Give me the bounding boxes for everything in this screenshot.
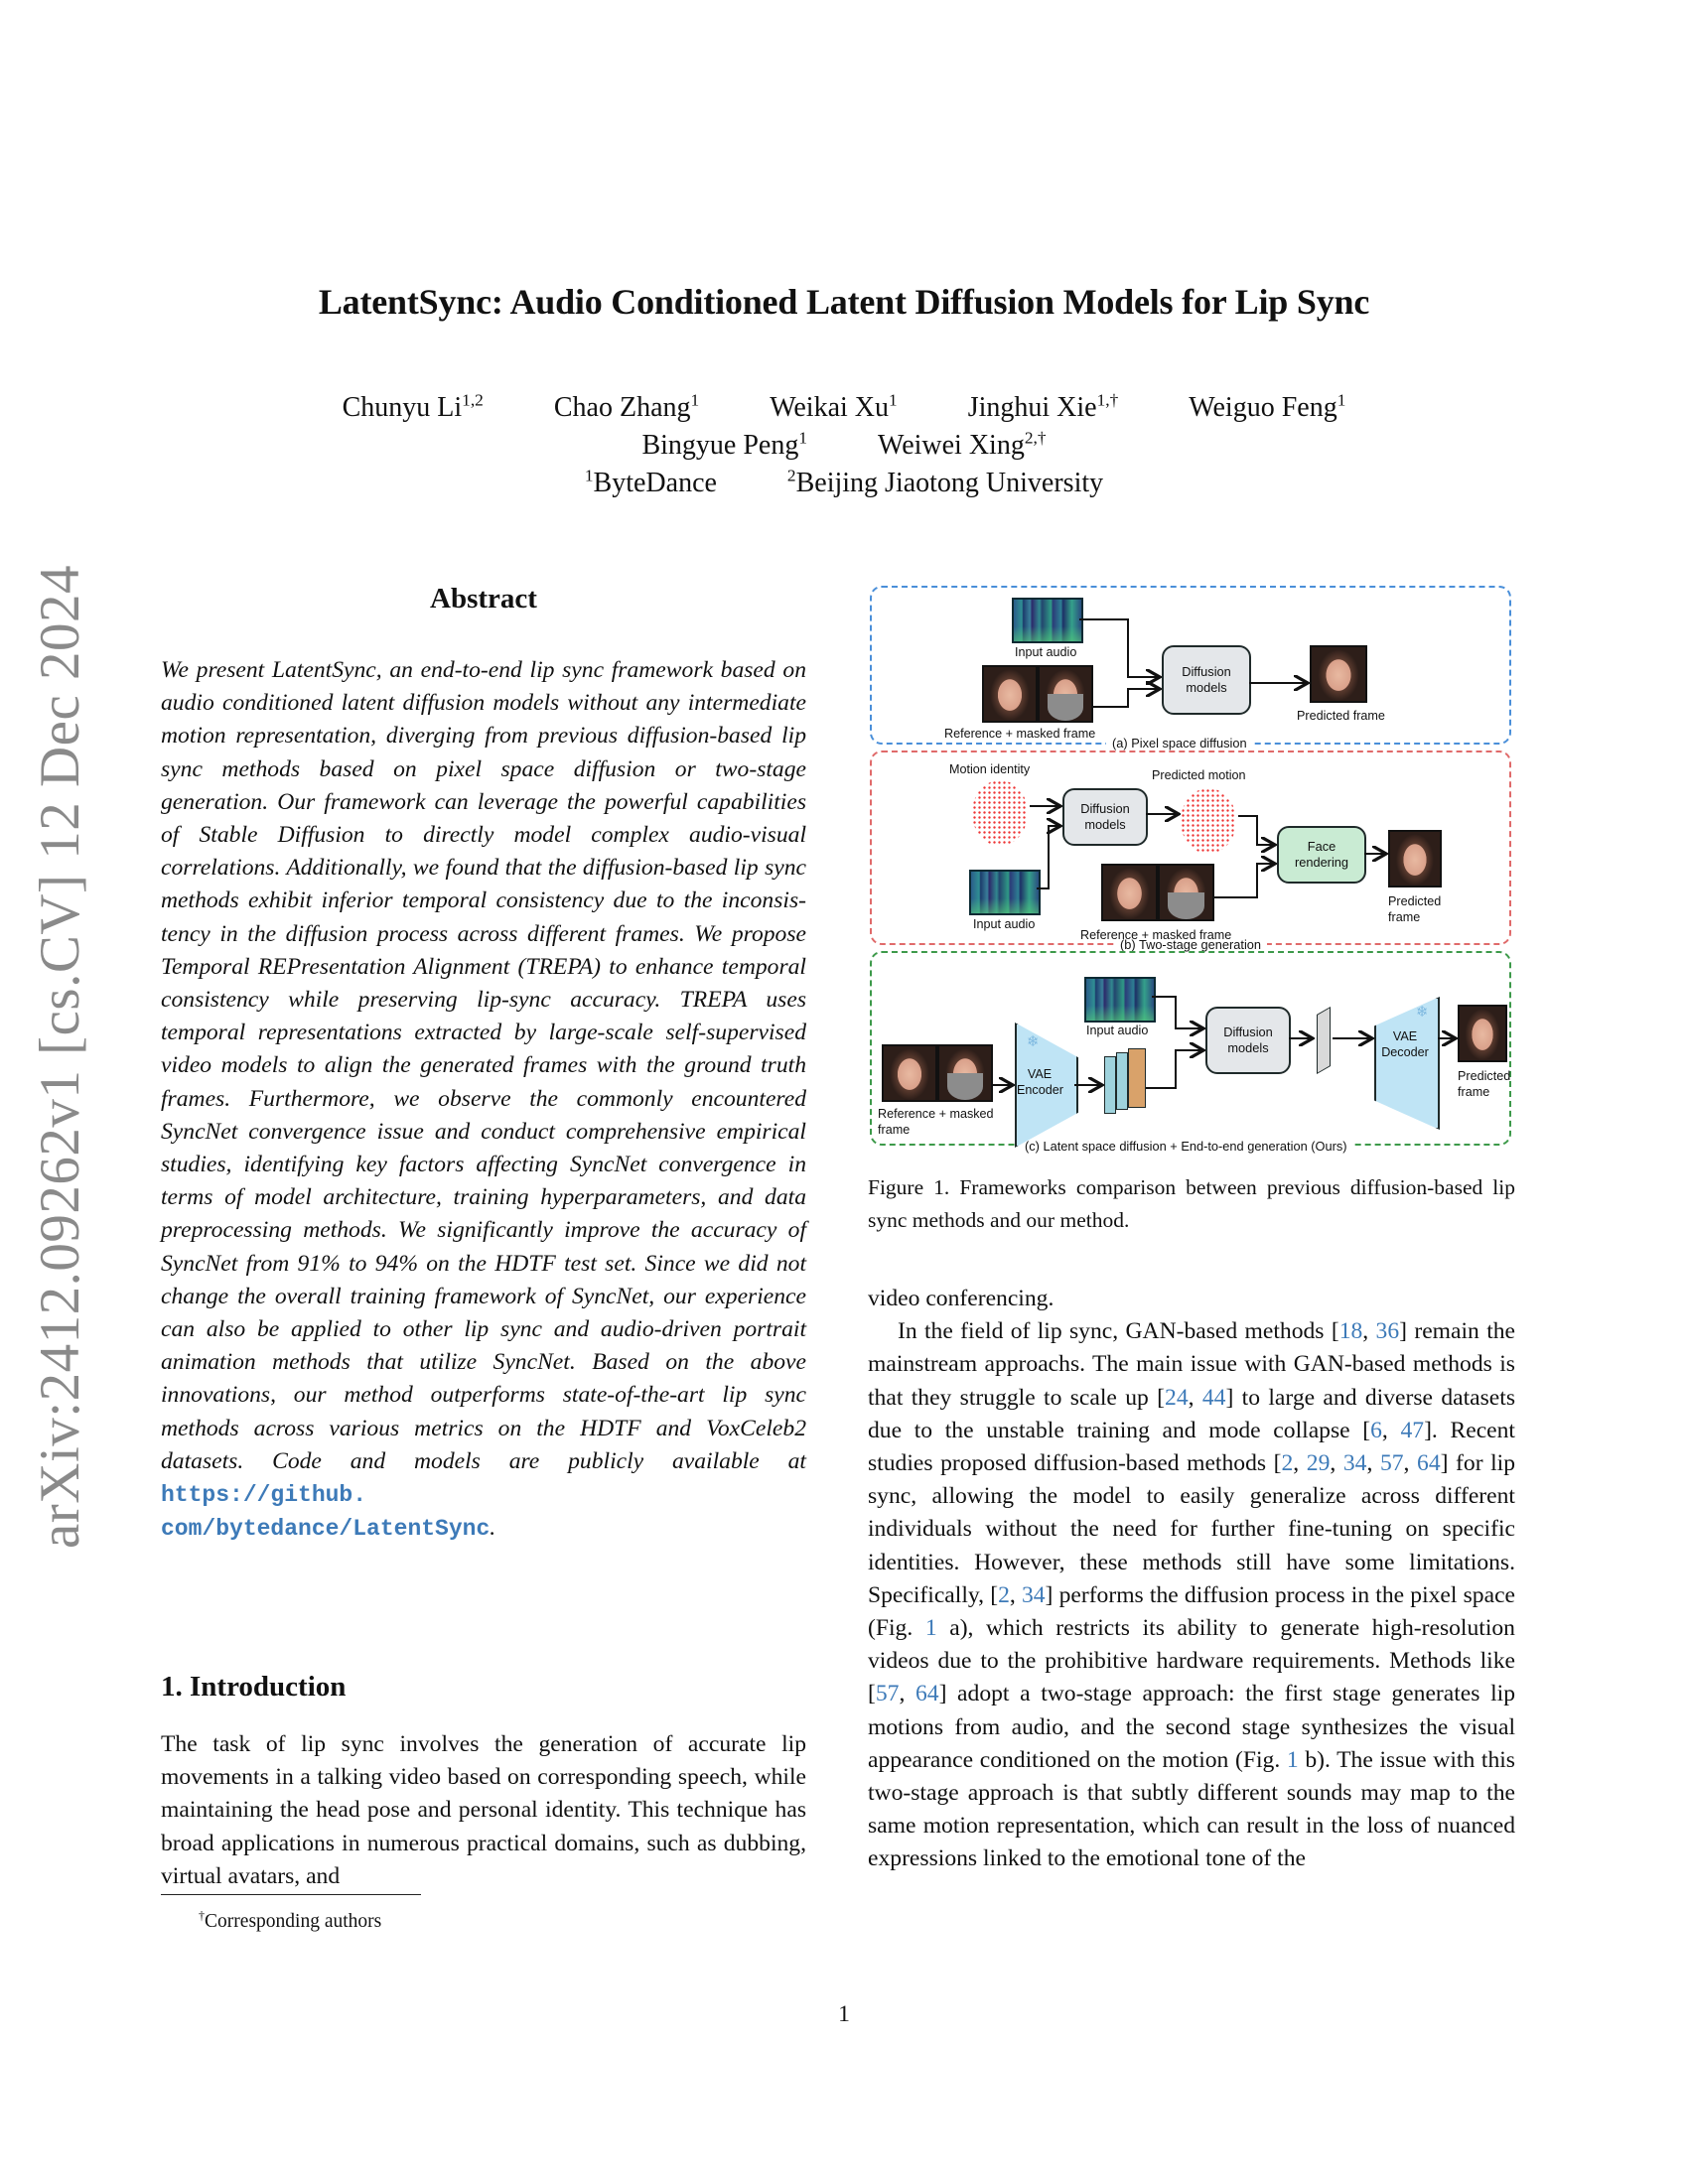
paragraph-text: , <box>1009 1581 1022 1608</box>
paragraph-text: ] performs the diffusion process in the pixel space (Fig. <box>868 1581 1516 1642</box>
paragraph-text: ] adopt a two-stage approach: the first stage generates lip motions from audio, and the second stage synthesizes the visual appearance conditioned on the motion (Fig. <box>868 1681 1515 1773</box>
citation-link[interactable]: 29 <box>1306 1450 1331 1477</box>
author: Weikai Xu$^1$ <box>770 390 898 423</box>
citation-link[interactable]: 34 <box>1021 1581 1046 1608</box>
author-list-row-1 <box>0 392 1688 424</box>
abstract-text: We present LatentSync, an end-to-end lip sync framework based on audio conditioned latent diffusion models without any intermediate motion representation, diverging from previous diffusion-based lip sync methods based on pixel space diffusion or two-stage generation. Our framework can leverage the powerful capabilities of Stable Diffusion to directly model complex audio-visual correlations. Additionally, we found that the diffusion-based lip sync methods exhibit inferior temporal consistency due to the inconsistency in the diffusion process across different frames. We propose Temporal REPresentation Alignment (TREPA) to enhance temporal consistency while preserving lip-sync accuracy. TREPA uses temporal representations extracted by large-scale self-supervised video models to align the generated frames with the ground truth frames. Furthermore, we observe the commonly encountered SyncNet convergence issue and conduct comprehensive empirical studies, identifying key factors affecting SyncNet convergence in terms of model architecture, training hyperparameters, and data preprocessing methods. We significantly improve the accuracy of SyncNet from 91% to 94% on the HDTF test set. Since we did not change the overall training framework of SyncNet, our experience can also be applied to other lip sync and audio-driven portrait animation methods that utilize SyncNet. Based on the above innovations, our method outperforms state-of-the-art lip sync methods across various metrics on the HDTF and VoxCeleb2 datasets. Code and models are publicly available at <box>161 657 806 1474</box>
github-link[interactable]: https://github. com/bytedance/LatentSync <box>161 1482 491 1543</box>
figure-caption: Figure 1. Frameworks comparison between previous diffusion-based lip sync methods and our method. <box>868 1175 1515 1232</box>
citation-link[interactable]: 57 <box>1379 1450 1404 1477</box>
snowflake-frozen-icon: ❄ <box>1027 1033 1040 1050</box>
citation-link[interactable]: 57 <box>875 1681 900 1707</box>
predicted-frame-label: Predicted frame <box>1388 894 1442 924</box>
ref-masked-label: Reference + masked frame <box>944 727 1096 741</box>
author: Weiguo Feng$^1$ <box>1189 390 1346 423</box>
paragraph-text: , <box>1188 1384 1202 1411</box>
citation-link[interactable]: 64 <box>914 1681 939 1707</box>
ref-masked-label: Reference + masked frame <box>878 1107 994 1137</box>
citation-link[interactable]: 36 <box>1375 1318 1400 1345</box>
face-rendering-box: Face rendering <box>1277 826 1366 884</box>
paragraph-text: , <box>1330 1450 1343 1477</box>
paper-title: LatentSync: Audio Conditioned Latent Diffusion Models for Lip Sync <box>318 282 1370 322</box>
input-audio-label: Input audio <box>973 917 1036 931</box>
introduction-body: The task of lip sync involves the generation of accurate lip movements in a talking video based on corresponding speech, while maintaining the head pose and personal identity. This technique has broad applications in numerous practical domains, such as dubbing, virtual avatars, and <box>161 1731 806 1889</box>
motion-identity-label: Motion identity <box>949 762 1031 776</box>
citation-link[interactable]: 44 <box>1201 1384 1226 1411</box>
author: Bingyue Peng$^1$ <box>641 428 808 461</box>
input-audio-label: Input audio <box>1015 645 1077 659</box>
paragraph-text: , <box>1403 1450 1418 1477</box>
paragraph-text: ] remain the mainstream approachs. The main issue with GAN-based methods is that they struggle to scale up [ <box>868 1318 1516 1411</box>
predicted-frame-label: Predicted frame <box>1297 709 1385 723</box>
author: Jinghui Xie$^{1,\dagger}$ <box>967 390 1119 423</box>
vae-decoder-label: VAE Decoder <box>1381 1029 1429 1059</box>
section-heading-introduction: 1. Introduction <box>161 1671 347 1703</box>
citation-link[interactable]: 1 <box>924 1615 937 1642</box>
paragraph-text: , <box>1293 1450 1307 1477</box>
snowflake-frozen-icon: ❄ <box>1416 1004 1429 1021</box>
citation-link[interactable]: 18 <box>1338 1318 1363 1345</box>
author: Weiwei Xing$^{2,\dagger}$ <box>878 428 1047 461</box>
paragraph-lip-sync-methods <box>868 1315 1515 1875</box>
paragraph-text: ] for lip sync, allowing the model to easily generalize across different individuals without the need for further fine-tuning on specific identities. However, these methods still have some limitations. Specifically, [ <box>868 1450 1516 1608</box>
vae-encoder-label: VAE Encoder <box>1017 1067 1063 1097</box>
citation-link[interactable]: 47 <box>1400 1417 1425 1443</box>
affiliation: $^1$ByteDance <box>584 466 717 498</box>
paragraph-text: , <box>1381 1417 1401 1443</box>
footnote-divider <box>161 1894 421 1895</box>
paragraph-text: In the field of lip sync, GAN-based methods [ <box>898 1318 1339 1345</box>
diffusion-models-box: Diffusion models <box>1062 788 1148 846</box>
citation-link[interactable]: 24 <box>1165 1384 1189 1411</box>
predicted-motion-label: Predicted motion <box>1152 768 1246 782</box>
paragraph-text: ] to large and diverse datasets due to the unstable training and mode collapse [ <box>868 1384 1516 1443</box>
author: Chao Zhang$^1$ <box>553 390 700 423</box>
citation-link[interactable]: 64 <box>1417 1450 1441 1477</box>
paragraph-text: , <box>1366 1450 1380 1477</box>
diffusion-models-box: Diffusion models <box>1205 1007 1291 1074</box>
citation-link[interactable]: 1 <box>1286 1746 1299 1773</box>
abstract-heading: Abstract <box>430 583 537 614</box>
paragraph-text: , <box>1362 1318 1376 1345</box>
footnote: †Corresponding authors <box>199 1908 382 1932</box>
paragraph-text: b). The issue with this two-stage approach is that subtly different sounds may map to the same motion representation, which can result in the loss of nuanced expressions linked to the emotional tone of the <box>868 1746 1515 1872</box>
figure-1 <box>868 586 1515 1154</box>
abstract-body <box>161 654 806 1546</box>
paragraph-text: a), which restricts its ability to generate high-resolution videos due to the prohibitive hardware requirements. Methods like [ <box>868 1615 1515 1707</box>
predicted-frame-label: Predicted frame <box>1458 1069 1511 1099</box>
citation-link[interactable]: 2 <box>998 1581 1010 1608</box>
panel-b-label: (b) Two-stage generation <box>1114 937 1267 952</box>
author-list-row-2 <box>0 430 1688 462</box>
paragraph-text: , <box>899 1681 915 1707</box>
ref-masked-label: Reference + masked frame <box>1080 928 1232 942</box>
citation-link[interactable]: 34 <box>1342 1450 1367 1477</box>
continuation-text: video conferencing. <box>868 1286 1055 1311</box>
panel-a-label: (a) Pixel space diffusion <box>1106 736 1253 751</box>
abstract-end: . <box>490 1515 496 1542</box>
input-audio-label: Input audio <box>1086 1024 1149 1037</box>
paragraph-text: ]. Recent studies proposed diffusion-based methods [ <box>868 1417 1515 1477</box>
affiliations <box>0 468 1688 499</box>
author: Chunyu Li$^{1,2}$ <box>342 390 484 423</box>
affiliation: $^2$Beijing Jiaotong University <box>786 466 1104 498</box>
citation-link[interactable]: 6 <box>1370 1417 1382 1443</box>
diffusion-models-box: Diffusion models <box>1162 645 1251 715</box>
page-number: 1 <box>838 2001 850 2027</box>
right-column-body <box>868 1283 1515 1876</box>
flow-arrows <box>868 586 1515 1150</box>
arxiv-stamp: arXiv:2412.09262v1 [cs.CV] 12 Dec 2024 <box>29 564 91 1549</box>
panel-c-label: (c) Latent space diffusion + End-to-end generation (Ours) <box>1019 1139 1353 1154</box>
citation-link[interactable]: 2 <box>1281 1450 1294 1477</box>
